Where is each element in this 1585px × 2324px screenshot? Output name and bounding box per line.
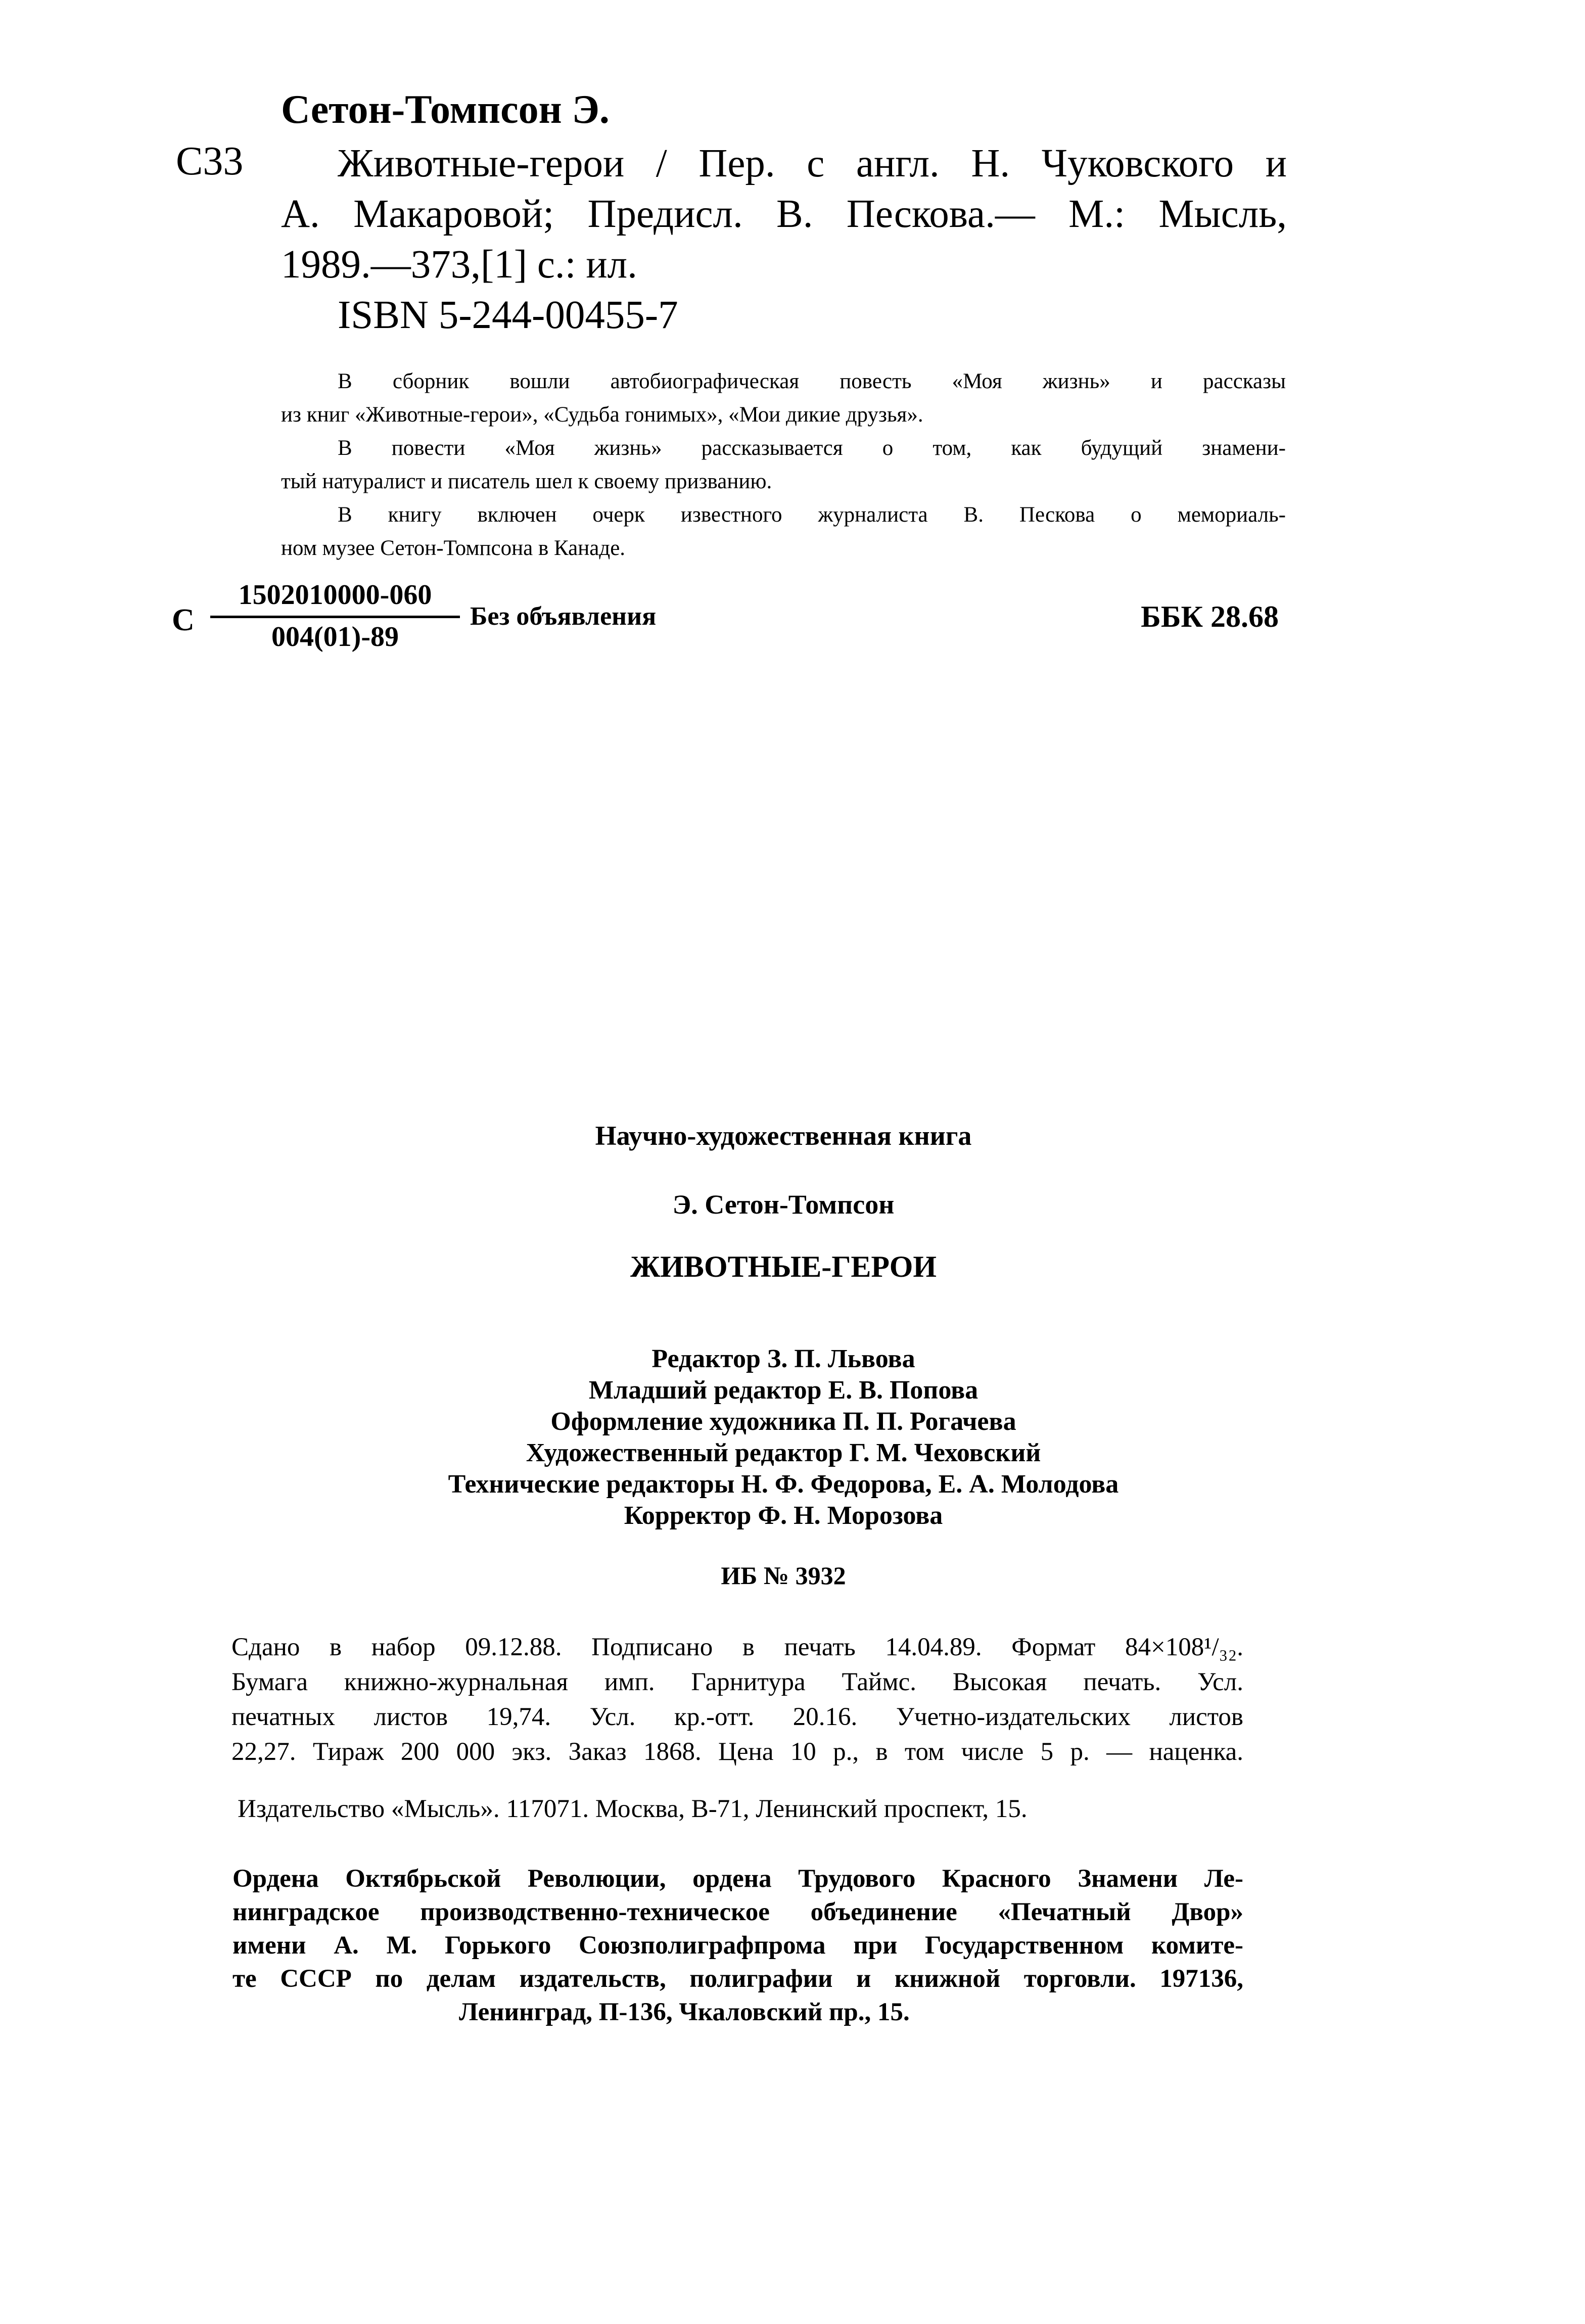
series-title: Научно-художественная книга <box>595 1121 972 1151</box>
cutter-code: С33 <box>176 139 244 183</box>
technical-line: Бумага книжно-журнальная имп. Гарнитура Таймс. Высокая печать. Усл. <box>231 1668 1243 1696</box>
annotation-line: В повести «Моя жизнь» рассказывается о том, как будущий знамени- <box>338 436 1286 460</box>
staff-line: Художественный редактор Г. М. Чеховский <box>526 1438 1041 1467</box>
staff-line: Корректор Ф. Н. Морозова <box>624 1501 943 1530</box>
staff-credits <box>281 1343 1286 1531</box>
staff-line: Младший редактор Е. В. Попова <box>588 1376 978 1405</box>
printer-line: те СССР по делам издательств, полиграфии и книжной торговли. 197136, <box>232 1965 1243 1993</box>
technical-line: печатных листов 19,74. Усл. кр.-отт. 20.16. Учетно-издательских листов <box>231 1703 1243 1731</box>
staff-line: Редактор З. П. Львова <box>651 1344 915 1373</box>
classification-fraction <box>210 576 460 656</box>
annotation <box>281 365 1286 565</box>
entry-line: А. Макаровой; Предисл. В. Пескова.— М.: Мысль, <box>281 192 1287 236</box>
imprint-author: Э. Сетон-Томпсон <box>672 1189 895 1220</box>
staff-line: Технические редакторы Н. Ф. Федорова, Е. А. Молодова <box>448 1470 1119 1499</box>
book-title: ЖИВОТНЫЕ-ГЕРОИ <box>630 1250 937 1283</box>
annotation-line: В сборник вошли автобиографическая повесть «Моя жизнь» и рассказы <box>338 369 1286 393</box>
printer-line: Ленинград, П-136, Чкаловский пр., 15. <box>459 1998 910 2026</box>
annotation-line: тый натуралист и писатель шел к своему призванию. <box>281 470 772 493</box>
printer-line: Ордена Октябрьской Революции, ордена Трудового Красного Знамени Ле- <box>232 1865 1243 1893</box>
technical-line: 22,27. Тираж 200 000 экз. Заказ 1868. Цена 10 р., в том числе 5 р. — наценка. <box>231 1738 1243 1766</box>
catalog-author-heading: Сетон-Томпсон Э. <box>281 87 610 132</box>
bbk-code: ББК 28.68 <box>1141 600 1279 633</box>
printer-info <box>232 1862 1243 2029</box>
annotation-line: ном музее Сетон-Томпсона в Канаде. <box>281 536 626 560</box>
printer-line: имени А. М. Горького Союзполиграфпрома при Государственном комите- <box>232 1931 1243 1960</box>
technical-details <box>231 1630 1243 1770</box>
annotation-line: из книг «Животные-герои», «Судьба гонимых», «Мои дикие друзья». <box>281 403 923 427</box>
ib-number: ИБ № 3932 <box>721 1561 846 1590</box>
fraction-numerator: 1502010000-060 <box>210 576 460 618</box>
staff-line: Оформление художника П. П. Рогачева <box>550 1407 1016 1436</box>
fraction-denominator: 004(01)-89 <box>271 621 399 653</box>
classification-letter: С <box>172 603 195 637</box>
printer-line: нинградское производственно-техническое объединение «Печатный Двор» <box>232 1898 1243 1926</box>
isbn: ISBN 5-244-00455-7 <box>338 293 678 337</box>
entry-line: Животные-герои / Пер. с англ. Н. Чуковского и <box>338 142 1287 185</box>
annotation-line: В книгу включен очерк известного журналиста В. Пескова о мемориаль- <box>338 503 1286 527</box>
entry-line: 1989.—373,[1] с.: ил. <box>281 243 637 287</box>
bibliographic-entry <box>281 138 1287 341</box>
publisher-address: Издательство «Мысль». 117071. Москва, В-71, Ленинский проспект, 15. <box>238 1795 1028 1823</box>
technical-line: Сдано в набор 09.12.88. Подписано в печать 14.04.89. Формат 84×108¹/₃₂. <box>231 1633 1243 1661</box>
no-announcement-note: Без объявления <box>470 602 657 631</box>
